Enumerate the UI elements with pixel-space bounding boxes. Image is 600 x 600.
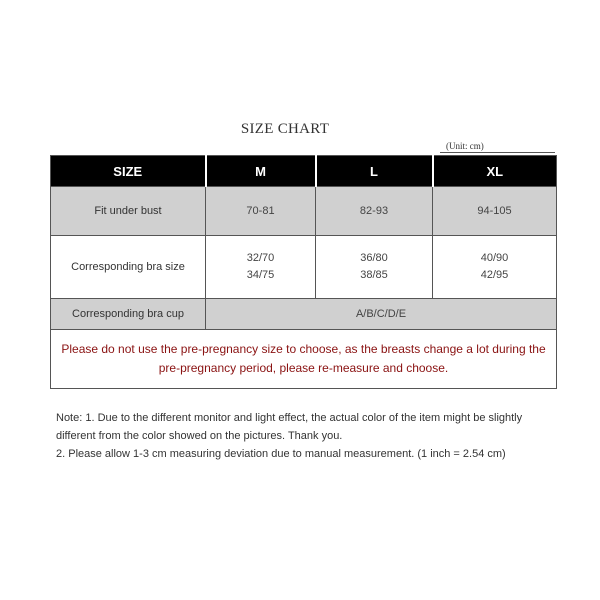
header-l: L (316, 156, 433, 187)
notes-section (56, 409, 546, 463)
pregnancy-warning: Please do not use the pre-pregnancy size to choose, as the breasts change a lot during the pre-pregnancy period, please re-measure and choose. (51, 330, 557, 389)
size-chart-table (50, 155, 557, 389)
table-row-bra-size (51, 236, 557, 299)
bra-cup-value: A/B/C/D/E (206, 299, 557, 330)
bra-size-l (316, 236, 433, 299)
unit-label: (Unit: cm) (446, 141, 484, 151)
header-m: M (206, 156, 316, 187)
row-label-bra-size: Corresponding bra size (51, 236, 206, 299)
bra-size-m (206, 236, 316, 299)
table-row-bra-cup (51, 299, 557, 330)
bra-size-l-2: 38/85 (360, 269, 388, 281)
bra-size-m-1: 32/70 (246, 252, 275, 264)
table-header-row (51, 156, 557, 187)
row-label-bra-cup: Corresponding bra cup (51, 299, 206, 330)
table-row-fit-under-bust (51, 187, 557, 236)
page-title: SIZE CHART (240, 121, 330, 137)
bra-size-xl (433, 236, 557, 299)
row-label-fit-under-bust: Fit under bust (51, 187, 206, 236)
fit-under-bust-xl: 94-105 (433, 187, 557, 236)
fit-under-bust-l: 82-93 (316, 187, 433, 236)
header-xl: XL (433, 156, 557, 187)
bra-size-m-2: 34/75 (246, 269, 275, 281)
note-2: 2. Please allow 1-3 cm measuring deviation due to manual measurement. (1 inch = 2.54 cm) (56, 448, 506, 460)
bra-size-l-1: 36/80 (360, 252, 388, 264)
fit-under-bust-m: 70-81 (206, 187, 316, 236)
unit-underline (440, 152, 555, 153)
header-size: SIZE (51, 156, 206, 187)
bra-size-xl-2: 42/95 (480, 269, 509, 281)
bra-size-xl-1: 40/90 (480, 252, 509, 264)
note-1: Note: 1. Due to the different monitor and light effect, the actual color of the item might be slightly different from the color showed on the pictures. Thank you. (56, 412, 523, 442)
table-row-warning (51, 330, 557, 389)
